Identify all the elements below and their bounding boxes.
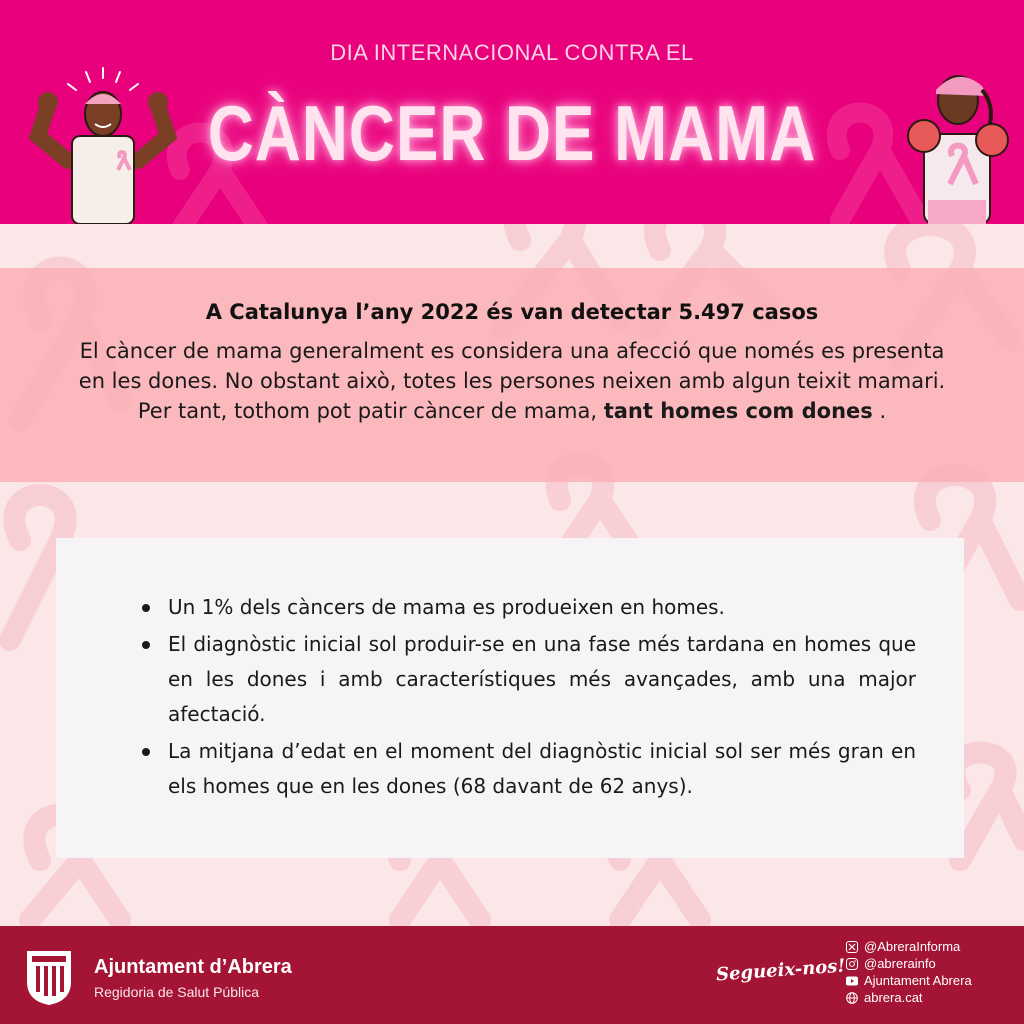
list-item: La mitjana d’edat en el moment del diagnòstic inicial sol ser més gran en els homes que en les dones (68 davant de 62 anys). <box>140 734 916 804</box>
intro-line-prefix: Per tant, tothom pot patir càncer de mama, <box>137 399 598 423</box>
person-boxing-illustration <box>896 64 1018 224</box>
crest-icon <box>24 948 74 1006</box>
social-website: abrera.cat <box>864 990 923 1005</box>
social-x-link[interactable] <box>846 938 972 955</box>
list-item: El diagnòstic inicial sol produir-se en una fase més tardana en homes que en les dones i amb característiques més avançades, amb una major afectació. <box>140 627 916 732</box>
social-youtube-channel: Ajuntament Abrera <box>864 973 972 988</box>
intro-line: en les dones. No obstant això, totes les persones neixen amb algun teixit mamari. <box>78 369 946 393</box>
x-icon <box>846 941 858 953</box>
intro-line: El càncer de mama generalment es considera una afecció que només es presenta <box>79 339 945 363</box>
social-x-handle: @AbreraInforma <box>864 939 961 954</box>
header-subtitle: DIA INTERNACIONAL CONTRA EL <box>330 40 694 65</box>
social-links <box>846 938 972 1006</box>
organization-name: Ajuntament d’Abrera <box>94 956 292 978</box>
pink-ribbon-icon <box>954 753 1024 861</box>
intro-line-suffix: . <box>879 399 887 423</box>
social-youtube-link[interactable] <box>846 972 972 989</box>
facts-list <box>140 590 916 806</box>
list-item: Un 1% dels càncers de mama es produeixen en homes. <box>140 590 916 625</box>
intro-headline: A Catalunya l’any 2022 és van detectar 5.497 casos <box>205 300 819 324</box>
social-instagram-handle: @abrerainfo <box>864 956 936 971</box>
person-flexing-illustration <box>28 66 178 224</box>
globe-icon <box>846 992 858 1004</box>
page-title: CÀNCER DE MAMA <box>207 89 817 177</box>
intro-emphasis: tant homes com dones <box>603 399 873 423</box>
facts-box <box>56 538 964 858</box>
instagram-icon <box>846 958 858 970</box>
social-instagram-link[interactable] <box>846 955 972 972</box>
footer <box>0 926 1024 1024</box>
intro-line <box>20 396 1004 426</box>
header-banner <box>0 0 1024 224</box>
organization-department: Regidoria de Salut Pública <box>94 984 259 1000</box>
youtube-icon <box>846 975 858 987</box>
follow-us-label: Segueix-nos! <box>715 955 847 986</box>
social-web-link[interactable] <box>846 989 972 1006</box>
intro-text <box>20 336 1004 426</box>
